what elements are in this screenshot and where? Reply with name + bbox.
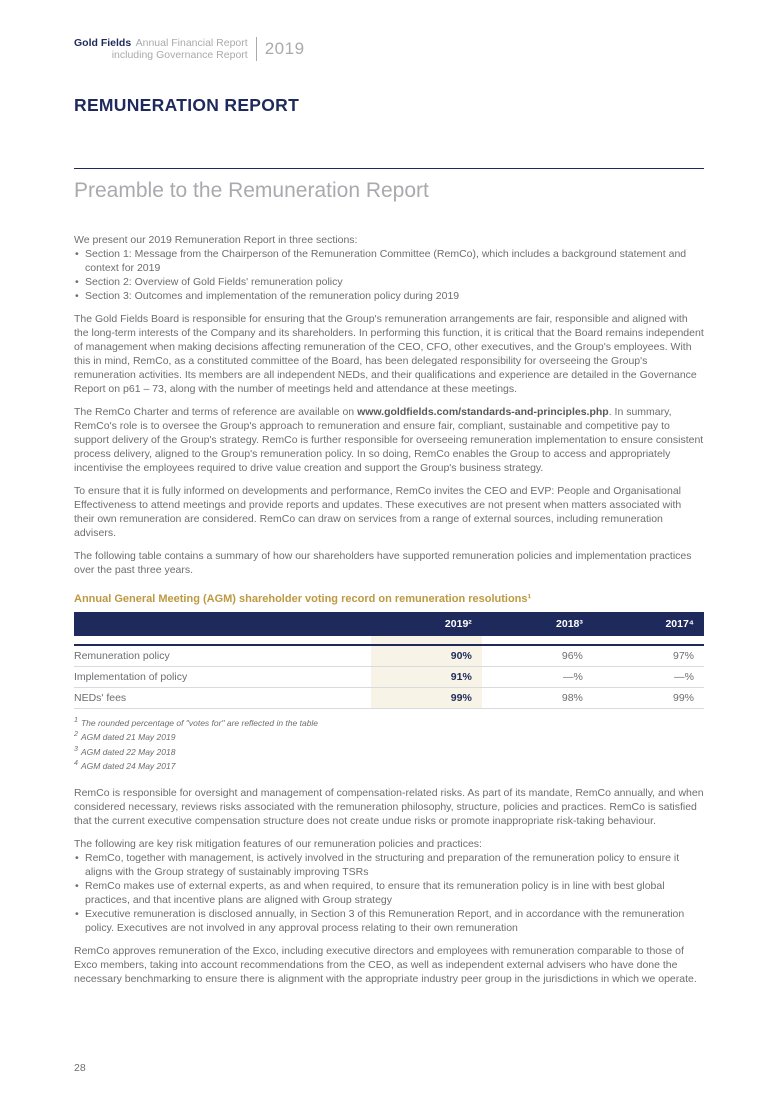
- risk-paragraph-2: RemCo approves remuneration of the Exco, including executive directors and employees with remuneration comparable to those of Exco members, taking into account recommendations from the CEO, as well as independent external advisers who have done the necessary benchmarking to ensure there is alignment with the appropriate industry peer group in the jurisdictions in which we operate.: [74, 945, 697, 986]
- page-number: 28: [74, 1062, 86, 1074]
- table-row: [74, 645, 704, 667]
- risk-bullet-list: [74, 851, 704, 935]
- table-row: [74, 688, 704, 709]
- section-heading: Preamble to the Remuneration Report: [74, 179, 429, 202]
- spacer-cell: [593, 636, 704, 645]
- spacer-cell: [482, 636, 593, 645]
- table-header-empty: [74, 612, 371, 636]
- row-label: Remuneration policy: [74, 645, 371, 667]
- table-header-2018: 2018³: [482, 612, 593, 636]
- value-2017: —%: [593, 667, 704, 688]
- document-header: [74, 36, 704, 61]
- table-header-2017: 2017⁴: [593, 612, 704, 636]
- section-divider: [74, 168, 704, 169]
- risk-lead: The following are key risk mitigation features of our remuneration policies and practices:: [74, 838, 482, 851]
- intro-paragraph-4: The following table contains a summary of how our shareholders have supported remuneration policies and implementation practices over the past three years.: [74, 550, 692, 576]
- risk-paragraph-1: RemCo is responsible for oversight and management of compensation-related risks. As part of its mandate, RemCo annually, and when considered necessary, reviews risks associated with the remuneration philosophy, structure, policies and practices. RemCo is satisfied that the current executive compensation structure does not create undue risks or promote inappropriate risk-taking behaviour.: [74, 787, 704, 828]
- bullet-item: • RemCo makes use of external experts, as and when required, to ensure that its remuneration policy is in line with best global practices, and that incentive plans are aligned with Group strategy: [74, 879, 704, 907]
- footnote: [74, 744, 704, 758]
- table-header-row: [74, 612, 704, 636]
- value-2018: 98%: [482, 688, 593, 709]
- intro-paragraph-2: [74, 405, 704, 475]
- footnote-text: AGM dated 24 May 2017: [80, 760, 176, 771]
- value-2019: 99%: [371, 688, 482, 709]
- table-row: [74, 667, 704, 688]
- spacer-cell: [74, 636, 371, 645]
- bullet-item: • Section 2: Overview of Gold Fields' remuneration policy: [74, 275, 704, 289]
- intro-paragraph-1: The Gold Fields Board is responsible for ensuring that the Group's remuneration arrangements are fair, responsible and aligned with the long-term interests of the Company and its shareholders. In performing this function, it is critical that the Board remains independent of management when making decisions affecting remuneration of the CEO, CFO, other executives, and the Group's employees. With this in mind, RemCo, as a constituted committee of the Board, has been delegated responsibility for overseeing the Group's remuneration activities. Its members are all independent NEDs, and their qualifications and experience are detailed in the Governance Report on p61 – 73, along with the number of meetings held and attendance at these meetings.: [74, 313, 704, 395]
- header-line-1: [74, 36, 248, 49]
- charter-url-link[interactable]: www.goldfields.com/standards-and-principles.php: [357, 406, 609, 418]
- row-label: Implementation of policy: [74, 667, 371, 688]
- footnote: [74, 758, 704, 772]
- header-title-block: [74, 36, 248, 61]
- footnote-text: AGM dated 22 May 2018: [80, 746, 176, 757]
- header-subtitle-2: including Governance Report: [111, 49, 248, 61]
- intro-bullet-list: [74, 247, 704, 303]
- paragraph-text: The RemCo Charter and terms of reference are available on: [74, 406, 358, 418]
- value-2017: 97%: [593, 645, 704, 667]
- footnote-text: The rounded percentage of "votes for" are reflected in the table: [80, 717, 319, 728]
- row-label: NEDs' fees: [74, 688, 371, 709]
- brand-name: Gold Fields: [74, 37, 132, 49]
- paragraph-text: . In summary, RemCo's role is to oversee the Group's approach to remuneration and ensure fair, compliant, sustainable and competitive pay to support delivery of the Group's strategy. RemCo is further responsible for overseeing remuneration implementation to ensure consistent process delivery, aligned to the Group's remuneration policy. In so doing, RemCo enables the Group to access and appropriately incentivise the employees required to drive value creation and support the Group's business strategy.: [74, 406, 704, 474]
- footnote: [74, 729, 704, 743]
- bullet-item: • Section 1: Message from the Chairperson of the Remuneration Committee (RemCo), which includes a background statement and context for 2019: [74, 247, 704, 275]
- footnote-marker: 3: [74, 744, 78, 753]
- bullet-item: • Section 3: Outcomes and implementation of the remuneration policy during 2019: [74, 289, 704, 303]
- page-title: REMUNERATION REPORT: [74, 95, 300, 115]
- intro-paragraph-3: To ensure that it is fully informed on developments and performance, RemCo invites the CEO and EVP: People and Organisational Effectiveness to attend meetings and provide reports and updates. These executives are not present when matters associated with their own remuneration are considered. RemCo can draw on services from a range of external sources, including remuneration advisers.: [74, 485, 682, 539]
- table-header-2019: 2019²: [371, 612, 482, 636]
- value-2019: 91%: [371, 667, 482, 688]
- footnote-marker: 2: [74, 730, 78, 739]
- agm-table-heading: Annual General Meeting (AGM) shareholder voting record on remuneration resolutions¹: [74, 593, 532, 605]
- agm-voting-table: [74, 612, 704, 709]
- value-2018: —%: [482, 667, 593, 688]
- value-2017: 99%: [593, 688, 704, 709]
- footnote-marker: 1: [74, 716, 78, 724]
- header-subtitle-1: Annual Financial Report: [135, 37, 248, 49]
- footnote: [74, 715, 704, 729]
- table-footnotes: [74, 715, 704, 772]
- bullet-item: • RemCo, together with management, is actively involved in the structuring and preparation of the remuneration policy to ensure it aligns with the Group strategy of sustainably improving TSRs: [74, 851, 704, 879]
- value-2018: 96%: [482, 645, 593, 667]
- value-2019: 90%: [371, 645, 482, 667]
- footnote-marker: 4: [74, 758, 78, 767]
- spacer-cell: [371, 636, 482, 645]
- header-divider: [256, 37, 257, 61]
- header-year: 2019: [264, 38, 305, 58]
- bullet-item: • Executive remuneration is disclosed annually, in Section 3 of this Remuneration Report, and in accordance with the remuneration policy. Executives are not involved in any approval process relating to their own remuneration: [74, 907, 704, 935]
- table-spacer-row: [74, 636, 704, 645]
- intro-lead: We present our 2019 Remuneration Report in three sections:: [74, 234, 358, 246]
- footnote-text: AGM dated 21 May 2019: [80, 732, 176, 743]
